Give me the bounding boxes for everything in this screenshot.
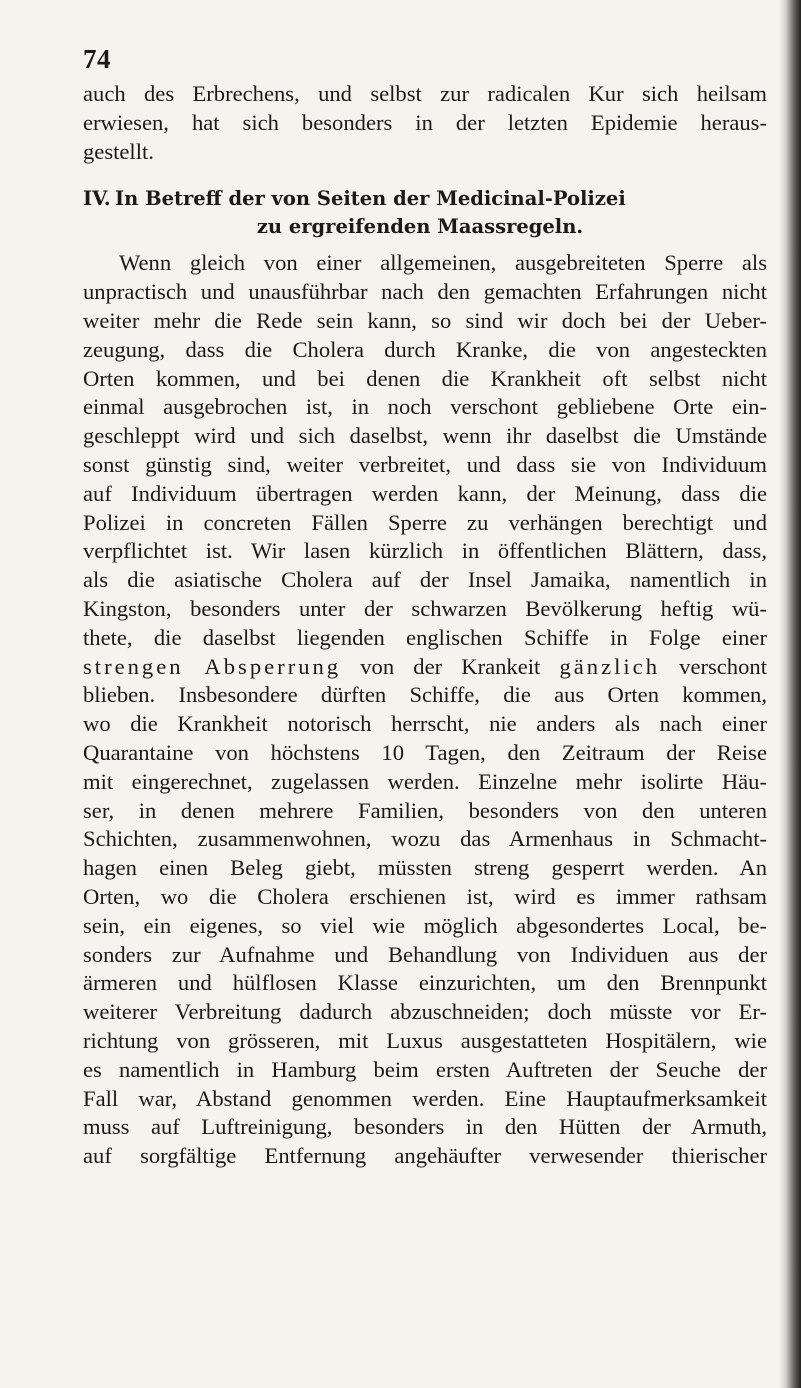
page-text [83, 80, 767, 1171]
text-line: ser, in denen mehrere Familien, besonders von den unteren [83, 797, 767, 823]
text-line: ärmeren und hülflosen Klasse einzurichten, um den Brennpunkt [83, 970, 767, 996]
section-number: IV. [83, 187, 111, 211]
section-heading-line-1 [83, 185, 767, 213]
text-line: auf Individuum übertragen werden kann, der Meinung, dass die [83, 480, 767, 506]
text-line: geschleppt wird und sich daselbst, wenn ihr daselbst die Umstände [83, 423, 767, 449]
section-heading [83, 185, 767, 241]
text-line: thete, die daselbst liegenden englischen Schiffe in Folge einer [83, 624, 767, 650]
emphasis-text: strengen Absperrung [83, 653, 342, 679]
text-line: sein, ein eigenes, so viel wie möglich abgesondertes Local, be- [83, 912, 767, 938]
text-line: Kingston, besonders unter der schwarzen Bevölkerung heftig wü- [83, 595, 767, 621]
section-heading-line-2: zu ergreifenden Maassregeln. [256, 215, 584, 239]
text-line: blieben. Insbesondere dürften Schiffe, die aus Orten kommen, [83, 682, 767, 708]
section-title-part-1: In Betreff der von Seiten der Medicinal-Polizei [115, 187, 626, 211]
text-line: Orten, wo die Cholera erschienen ist, wird es immer rathsam [83, 883, 767, 909]
text-line: zeugung, dass die Cholera durch Kranke, die von angesteckten [83, 336, 767, 362]
text-line: wo die Krankheit notorisch herrscht, nie anders als nach einer [83, 711, 767, 737]
text-line: es namentlich in Hamburg beim ersten Auftreten der Seuche der [83, 1056, 767, 1082]
text-line: unpractisch und unausführbar nach den gemachten Erfahrungen nicht [83, 279, 767, 305]
text-line: gestellt. [83, 138, 154, 164]
text-line: weiterer Verbreitung dadurch abzuschneiden; doch müsste vor Er- [83, 999, 767, 1025]
text-line: Fall war, Abstand genommen werden. Eine Hauptaufmerksamkeit [83, 1085, 767, 1111]
text-line: richtung von grösseren, mit Luxus ausgestatteten Hospitälern, wie [83, 1027, 767, 1053]
text-line: Orten kommen, und bei denen die Krankheit oft selbst nicht [83, 365, 767, 391]
text-line: auch des Erbrechens, und selbst zur radicalen Kur sich heilsam [83, 81, 767, 106]
text-line: Schichten, zusammenwohnen, wozu das Armenhaus in Schmacht- [83, 826, 767, 852]
page-number: 74 [83, 44, 111, 74]
text-fragment: verschont [660, 653, 767, 679]
text-line: auf sorgfältige Entfernung angehäufter verwesender thierischer [83, 1143, 767, 1169]
text-line: mit eingerechnet, zugelassen werden. Einzelne mehr isolirte Häu- [83, 768, 767, 794]
text-line: Quarantaine von höchstens 10 Tagen, den Zeitraum der Reise [83, 739, 767, 765]
text-line: einmal ausgebrochen ist, in noch verschont gebliebene Orte ein- [83, 394, 767, 420]
text-line: sonders zur Aufnahme und Behandlung von Individuen aus der [83, 941, 767, 967]
emphasis-text: gänzlich [559, 653, 660, 679]
text-line: muss auf Luftreinigung, besonders in den Hütten der Armuth, [83, 1114, 767, 1140]
text-line: Polizei in concreten Fällen Sperre zu verhängen berechtigt und [83, 509, 767, 535]
text-line: weiter mehr die Rede sein kann, so sind wir doch bei der Ueber- [83, 307, 767, 333]
text-line: hagen einen Beleg giebt, müssten streng gesperrt werden. An [83, 855, 767, 881]
page-spine-shadow [779, 0, 801, 1388]
text-line: erwiesen, hat sich besonders in der letzten Epidemie heraus- [83, 109, 767, 135]
text-fragment: von der Krankeit [341, 653, 560, 679]
text-line: als die asiatische Cholera auf der Insel Jamaika, namentlich in [83, 567, 767, 593]
text-line: sonst günstig sind, weiter verbreitet, und dass sie von Individuum [83, 451, 767, 477]
text-line [83, 653, 767, 682]
text-line: Wenn gleich von einer allgemeinen, ausgebreiteten Sperre als [119, 250, 767, 276]
text-line: verpflichtet ist. Wir lasen kürzlich in öffentlichen Blättern, dass, [83, 538, 767, 564]
